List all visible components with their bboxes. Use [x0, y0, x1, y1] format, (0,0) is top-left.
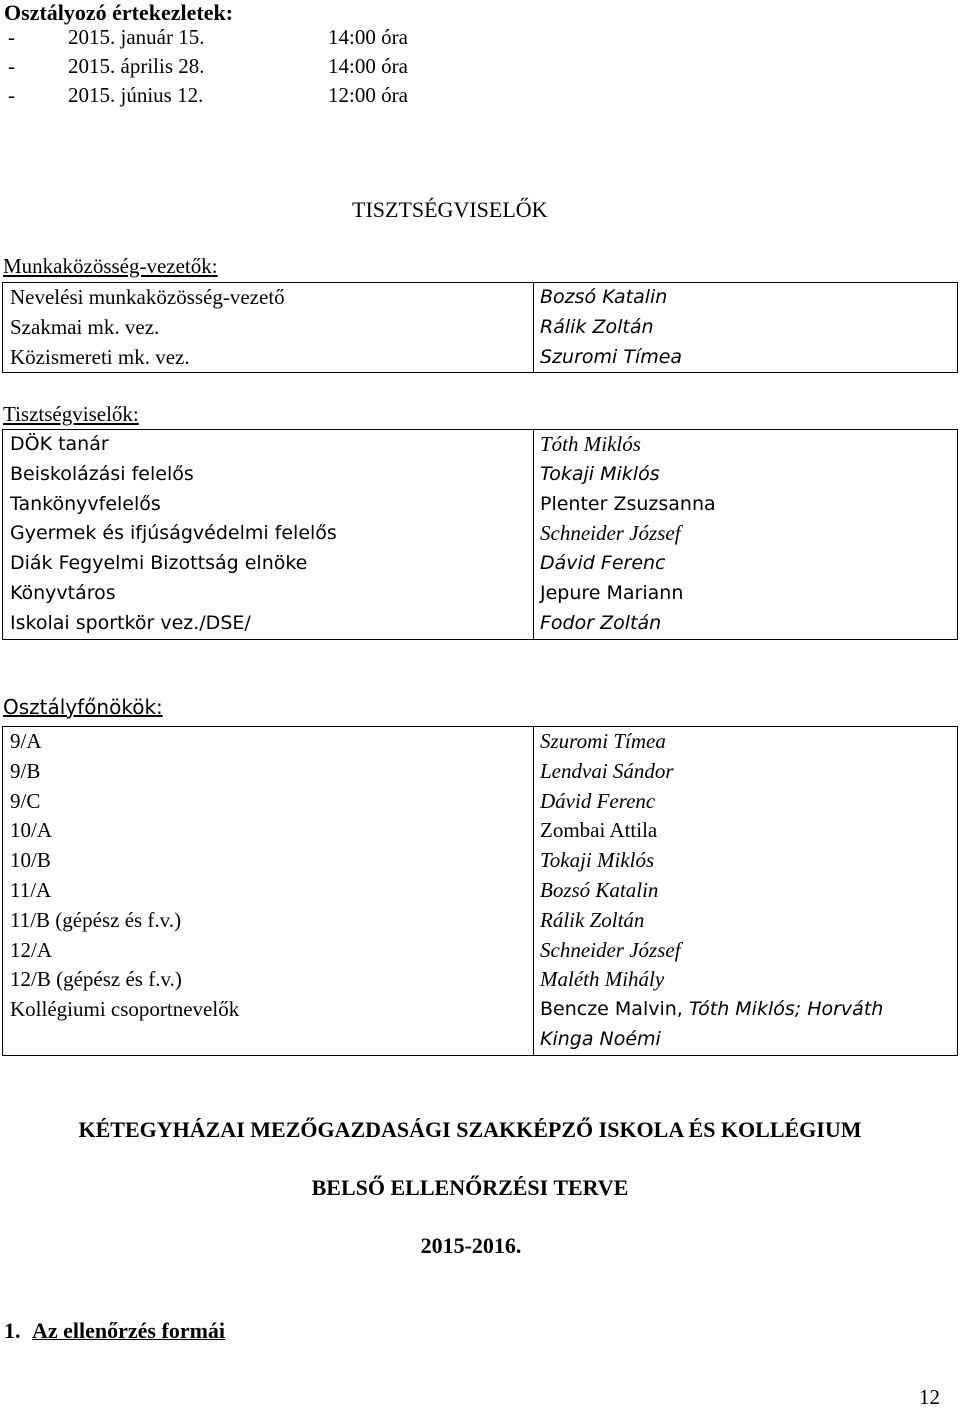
name: Rálik Zoltán	[540, 315, 654, 338]
name: Tokaji Miklós	[540, 462, 660, 485]
name: Dávid Ferenc	[540, 552, 666, 575]
meeting-time: 14:00 óra	[328, 25, 408, 49]
class: 9/A	[10, 729, 42, 753]
name: Tokaji Miklós	[540, 848, 655, 873]
role: Könyvtáros	[10, 581, 116, 604]
name: Rálik Zoltán	[540, 907, 645, 932]
name: Zombai Attila	[540, 818, 658, 843]
name: Bozsó Katalin	[540, 877, 659, 902]
class: 11/A	[10, 877, 52, 902]
class: 12/B (gépész és f.v.)	[10, 967, 182, 992]
name: Maléth Mihály	[540, 967, 665, 992]
page-number: 12	[919, 1385, 940, 1409]
dash: -	[8, 83, 15, 107]
role-cell	[3, 430, 534, 640]
meeting-date: 2015. április 28.	[68, 54, 205, 78]
year: 2015-2016.	[420, 1233, 522, 1258]
name: Szuromi Tímea	[540, 345, 683, 368]
name: Schneider József	[540, 521, 681, 546]
name: Tóth Miklós	[540, 432, 641, 456]
officers-table	[2, 429, 958, 640]
section-title: Az ellenőrzés formái	[32, 1318, 226, 1343]
meeting-time: 12:00 óra	[328, 83, 408, 107]
section-heading	[4, 1318, 225, 1344]
class: 10/B	[10, 848, 51, 873]
table-row	[3, 727, 958, 1056]
name-cell	[534, 283, 958, 373]
role-cell	[3, 283, 534, 373]
officers-label: Tisztségviselők:	[3, 402, 139, 426]
role: Gyermek és ifjúságvédelmi felelős	[10, 522, 337, 545]
name: Dávid Ferenc	[540, 788, 656, 813]
name: Lendvai Sándor	[540, 758, 674, 783]
name-cell	[534, 727, 958, 1056]
name: Tóth Miklós; Horváth	[688, 998, 884, 1021]
name: Bozsó Katalin	[540, 286, 668, 308]
officials-title: TISZTSÉGVISELŐK	[352, 197, 548, 222]
role: DÖK tanár	[10, 433, 109, 455]
meetings-title: Osztályozó értekezletek:	[4, 0, 234, 25]
role: Diák Fegyelmi Bizottság elnöke	[10, 552, 308, 575]
role: Tankönyvfelelős	[10, 492, 161, 515]
name: Kinga Noémi	[540, 1027, 661, 1050]
school-title: KÉTEGYHÁZAI MEZŐGAZDASÁGI SZAKKÉPZŐ ISKOLA ÉS KOLLÉGIUM	[78, 1117, 862, 1142]
role: Szakmai mk. vez.	[10, 314, 160, 339]
dash: -	[8, 54, 15, 78]
table-row	[3, 430, 958, 640]
workgroup-table	[2, 282, 958, 373]
name: Schneider József	[540, 937, 681, 962]
table-row	[3, 283, 958, 373]
role: Iskolai sportkör vez./DSE/	[10, 611, 251, 634]
class-cell	[3, 727, 534, 1056]
meeting-date: 2015. június 12.	[68, 83, 204, 107]
name: Plenter Zsuzsanna	[540, 492, 716, 515]
role: Beiskolázási felelős	[10, 462, 194, 485]
spacer	[10, 1025, 533, 1055]
class: 10/A	[10, 818, 52, 843]
form-teachers-table	[2, 726, 958, 1056]
name-cell	[534, 430, 958, 640]
name: Bencze Malvin,	[540, 998, 689, 1021]
meeting-date: 2015. január 15.	[68, 25, 205, 49]
dorm-name-line	[540, 995, 957, 1025]
class: 9/C	[10, 788, 41, 813]
workgroup-label: Munkaközösség-vezetők:	[3, 254, 218, 278]
plan-title: BELSŐ ELLENŐRZÉSI TERVE	[311, 1175, 629, 1200]
dash: -	[8, 25, 15, 49]
name: Fodor Zoltán	[540, 611, 662, 634]
class: 12/A	[10, 937, 52, 962]
form-teachers-label: Osztályfőnökök:	[3, 695, 163, 719]
class: 9/B	[10, 758, 41, 783]
name: Szuromi Tímea	[540, 729, 666, 753]
role: Közismereti mk. vez.	[10, 344, 190, 369]
class: 11/B (gépész és f.v.)	[10, 907, 182, 932]
meeting-time: 14:00 óra	[328, 54, 408, 78]
class: Kollégiumi csoportnevelők	[10, 997, 240, 1022]
section-number: 1.	[4, 1318, 21, 1343]
name: Jepure Mariann	[540, 581, 684, 604]
role: Nevelési munkaközösség-vezető	[10, 285, 285, 309]
